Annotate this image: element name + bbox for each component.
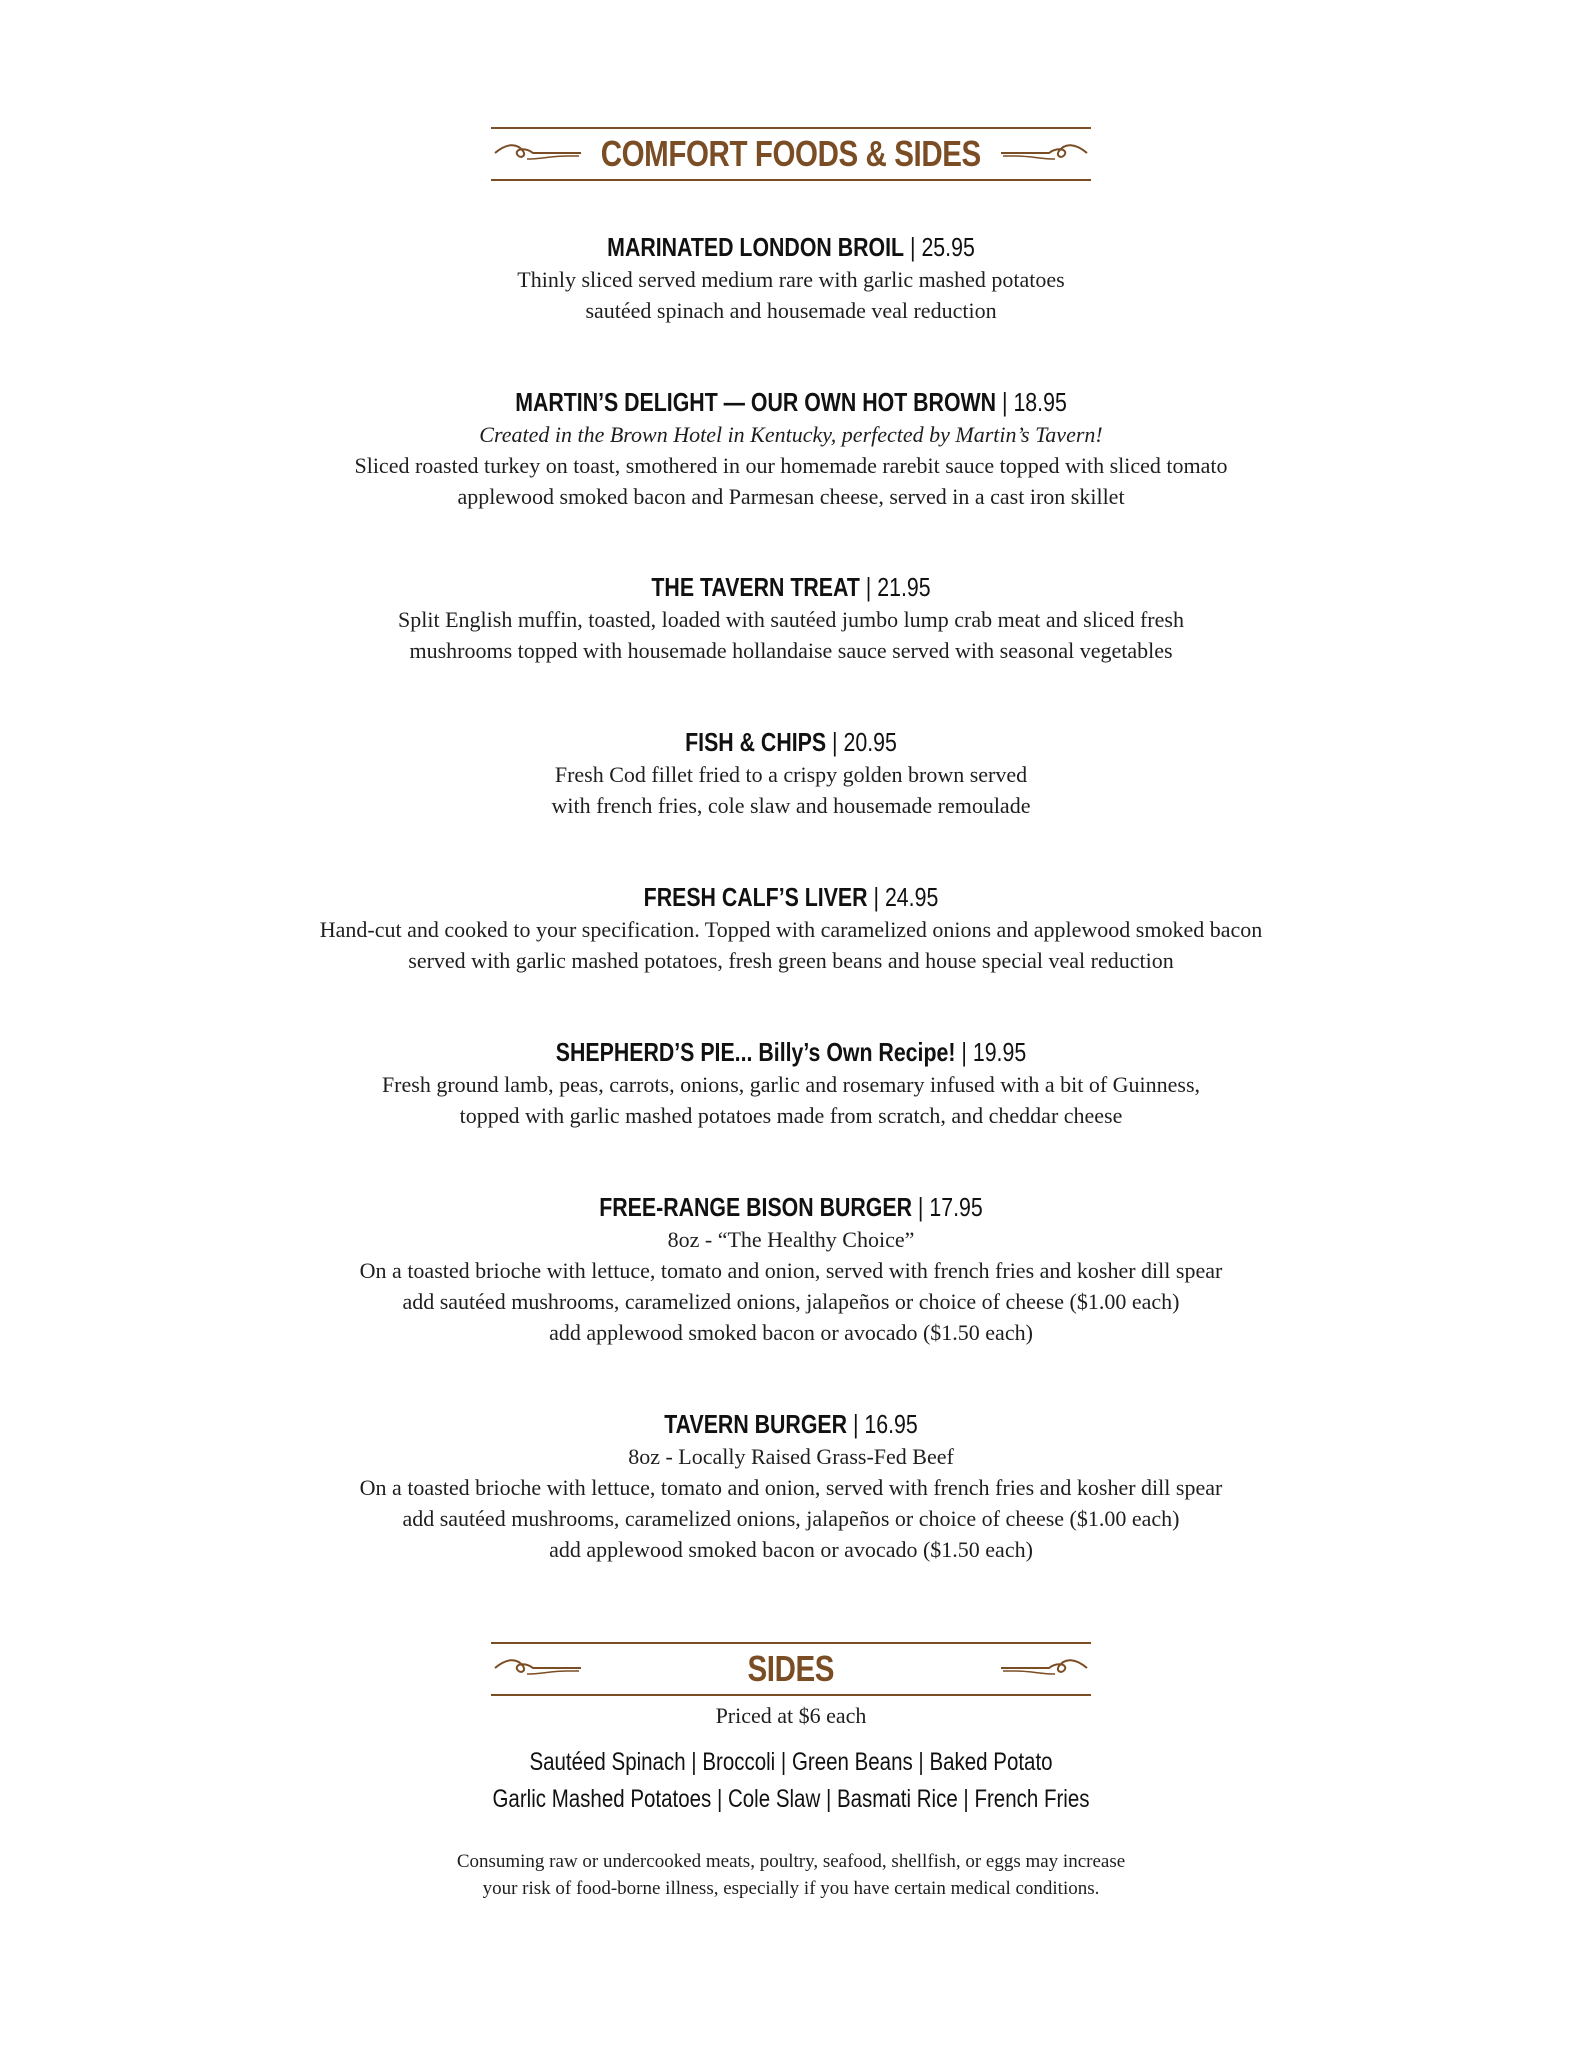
menu-item-shepherds-pie: [0, 1035, 1582, 1131]
menu-item-tavern-burger: [0, 1407, 1582, 1565]
item-price: | 16.95: [852, 1409, 918, 1439]
item-price: | 24.95: [873, 882, 939, 912]
section-title-sides: SIDES: [747, 1648, 835, 1689]
item-description: add applewood smoked bacon or avocado ($1.50 each): [549, 1537, 1033, 1562]
item-price: | 21.95: [865, 572, 931, 602]
disclaimer-line: Consuming raw or undercooked meats, poultry, seafood, shellfish, or eggs may increase: [456, 1851, 1126, 1872]
item-description: sautéed spinach and housemade veal reduction: [585, 298, 997, 323]
menu-item-fish-chips: [0, 725, 1582, 821]
item-description: with french fries, cole slaw and housemade remoulade: [551, 793, 1031, 818]
item-name: TAVERN BURGER: [664, 1409, 848, 1439]
item-description: Sliced roasted turkey on toast, smothered in our homemade rarebit sauce topped with sliced tomato: [354, 453, 1228, 478]
item-name: FREE-RANGE BISON BURGER: [599, 1192, 912, 1222]
comfort-foods-banner: [491, 127, 1091, 181]
item-description: Split English muffin, toasted, loaded with sautéed jumbo lump crab meat and sliced fresh: [398, 607, 1184, 632]
item-name: MARINATED LONDON BROIL: [607, 232, 905, 262]
sides-list-text: Garlic Mashed Potatoes | Cole Slaw | Basmati Rice | French Fries: [492, 1785, 1090, 1813]
item-title: [142, 230, 1439, 264]
item-description: topped with garlic mashed potatoes made from scratch, and cheddar cheese: [459, 1103, 1123, 1128]
menu-item-martins-delight: [0, 385, 1582, 512]
item-description: 8oz - “The Healthy Choice”: [667, 1227, 915, 1252]
item-price: | 19.95: [961, 1037, 1027, 1067]
item-description: applewood smoked bacon and Parmesan cheese, served in a cast iron skillet: [457, 484, 1125, 509]
food-safety-disclaimer: [0, 1848, 1582, 1902]
item-name: SHEPHERD’S PIE... Billy’s Own Recipe!: [555, 1037, 956, 1067]
disclaimer-line: your risk of food-borne illness, especially if you have certain medical conditions.: [482, 1878, 1100, 1899]
item-description: 8oz - Locally Raised Grass-Fed Beef: [628, 1444, 954, 1469]
item-description: served with garlic mashed potatoes, fresh green beans and house special veal reduction: [408, 948, 1174, 973]
flourish-ornament-icon: [997, 1654, 1089, 1682]
item-title: [142, 1035, 1439, 1069]
item-name: THE TAVERN TREAT: [651, 572, 860, 602]
item-description: mushrooms topped with housemade hollandaise sauce served with seasonal vegetables: [409, 638, 1173, 663]
menu-item-tavern-treat: [0, 570, 1582, 666]
item-price: | 18.95: [1001, 387, 1067, 417]
item-title: [142, 570, 1439, 604]
sides-list-text: Sautéed Spinach | Broccoli | Green Beans | Baked Potato: [529, 1748, 1053, 1776]
item-price: | 20.95: [832, 727, 897, 757]
item-title: [142, 725, 1439, 759]
sides-price-note: Priced at $6 each: [715, 1703, 867, 1728]
item-description: Thinly sliced served medium rare with garlic mashed potatoes: [517, 267, 1065, 292]
item-name: MARTIN’S DELIGHT — OUR OWN HOT BROWN: [515, 387, 997, 417]
flourish-ornament-icon: [493, 1654, 585, 1682]
item-name: FRESH CALF’S LIVER: [643, 882, 868, 912]
item-description: add applewood smoked bacon or avocado ($1.50 each): [549, 1320, 1033, 1345]
item-description: Fresh ground lamb, peas, carrots, onions, garlic and rosemary infused with a bit of Guinness,: [381, 1072, 1201, 1097]
flourish-ornament-icon: [997, 139, 1089, 167]
item-name: FISH & CHIPS: [685, 727, 827, 757]
menu-item-bison-burger: [0, 1190, 1582, 1348]
item-description: On a toasted brioche with lettuce, tomato and onion, served with french fries and kosher dill spear: [359, 1475, 1223, 1500]
item-description: add sautéed mushrooms, caramelized onions, jalapeños or choice of cheese ($1.00 each): [402, 1289, 1180, 1314]
menu-item-london-broil: [0, 230, 1582, 326]
item-description: add sautéed mushrooms, caramelized onions, jalapeños or choice of cheese ($1.00 each): [402, 1506, 1180, 1531]
item-title: [142, 1407, 1439, 1441]
item-tagline: Created in the Brown Hotel in Kentucky, perfected by Martin’s Tavern!: [479, 422, 1103, 447]
menu-item-calfs-liver: [0, 880, 1582, 976]
section-title-comfort-foods: COMFORT FOODS & SIDES: [600, 133, 982, 174]
item-description: On a toasted brioche with lettuce, tomato and onion, served with french fries and kosher dill spear: [359, 1258, 1223, 1283]
item-title: [142, 385, 1439, 419]
sides-list-row: [0, 1744, 1582, 1780]
item-price: | 17.95: [917, 1192, 983, 1222]
sides-banner: [491, 1642, 1091, 1696]
flourish-ornament-icon: [493, 139, 585, 167]
item-description: Fresh Cod fillet fried to a crispy golden brown served: [554, 762, 1028, 787]
item-price: | 25.95: [909, 232, 975, 262]
sides-list-row: [0, 1781, 1582, 1817]
item-description: Hand-cut and cooked to your specification. Topped with caramelized onions and applewood smoked bacon: [319, 917, 1263, 942]
item-title: [142, 880, 1439, 914]
item-title: [142, 1190, 1439, 1224]
